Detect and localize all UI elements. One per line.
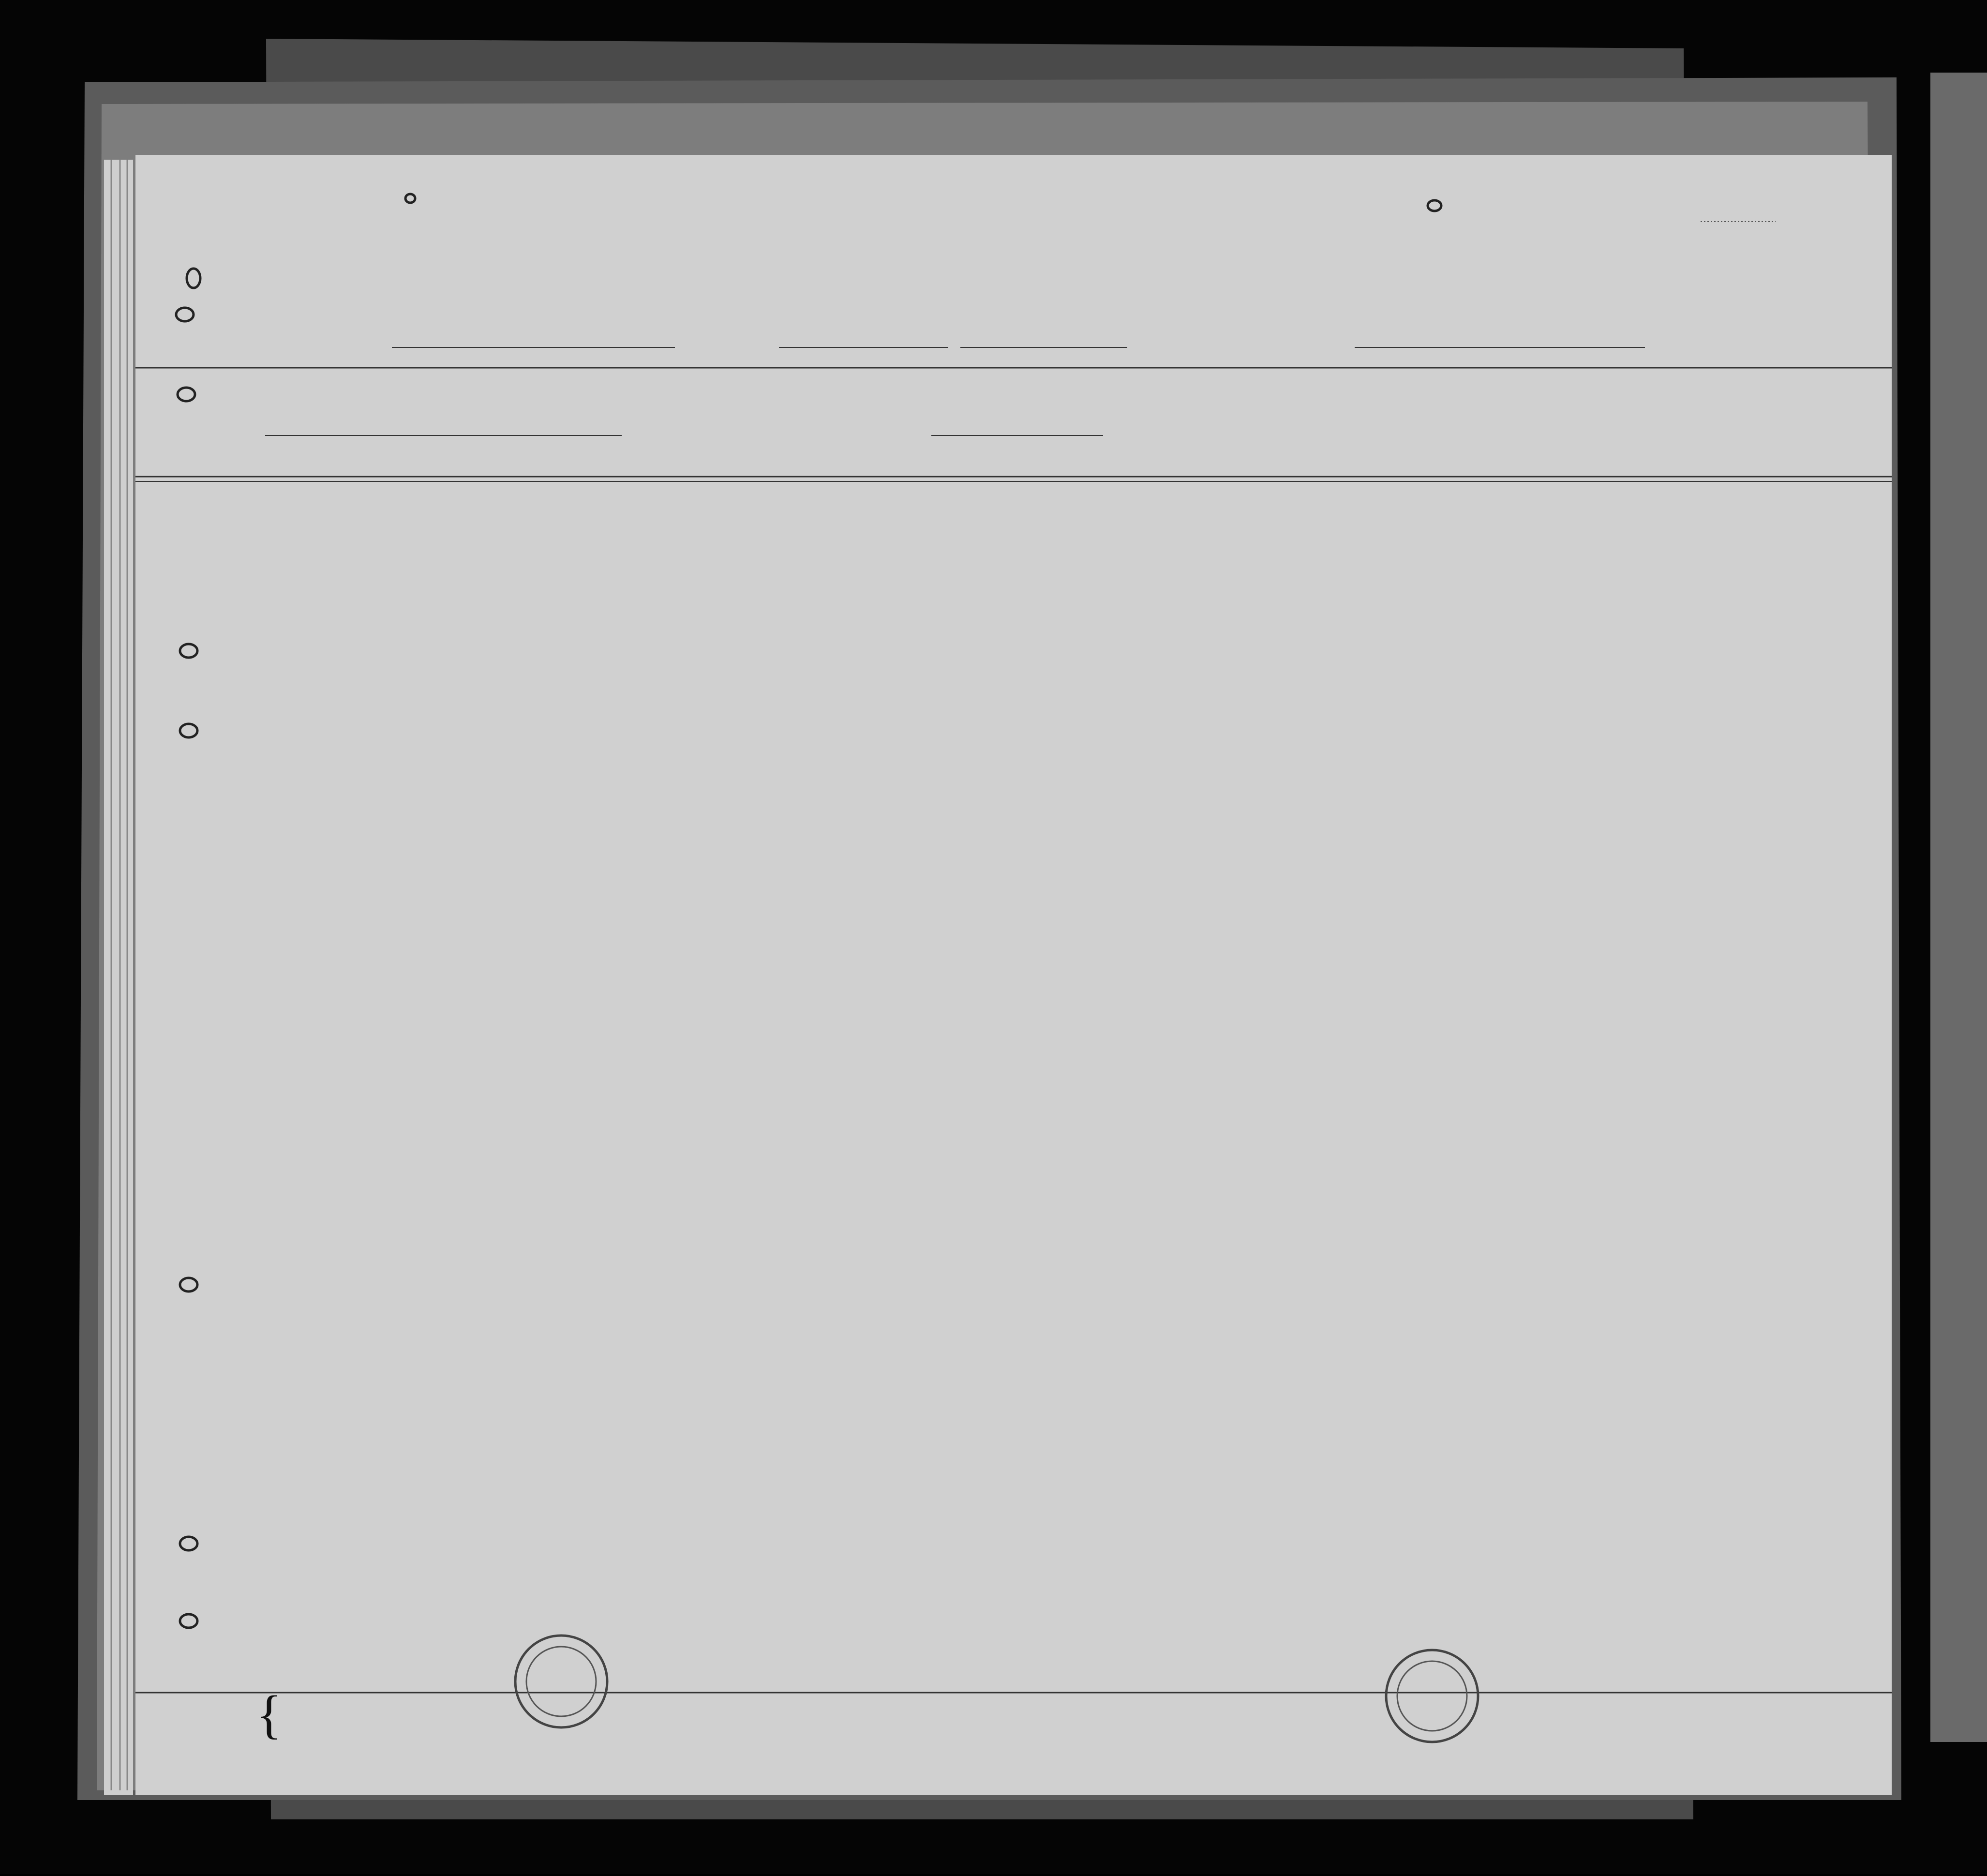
right-edge-sheet [1930, 73, 1987, 1742]
main-page [135, 155, 1892, 1795]
bracket: { [256, 1685, 282, 1744]
page-stack-edge [104, 160, 133, 1795]
